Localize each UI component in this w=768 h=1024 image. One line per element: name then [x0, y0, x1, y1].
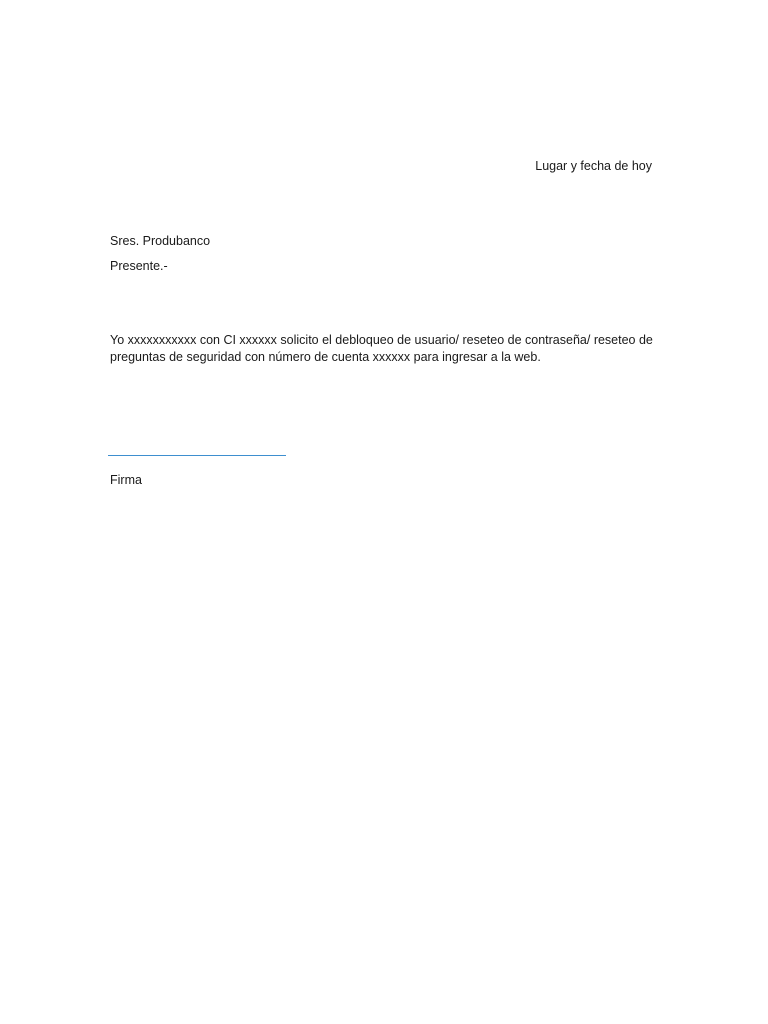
date-line: Lugar y fecha de hoy [535, 159, 652, 173]
letter-body: Yo xxxxxxxxxxx con CI xxxxxx solicito el debloqueo de usuario/ reseteo de contraseña/ reseteo de preguntas de seguridad con número de cuenta xxxxxx para ingresar a la web. [110, 333, 653, 364]
signature-label: Firma [110, 473, 142, 487]
recipient-line: Sres. Produbanco [110, 234, 211, 248]
signature-line [108, 455, 286, 456]
greeting-line: Presente.- [110, 259, 168, 273]
